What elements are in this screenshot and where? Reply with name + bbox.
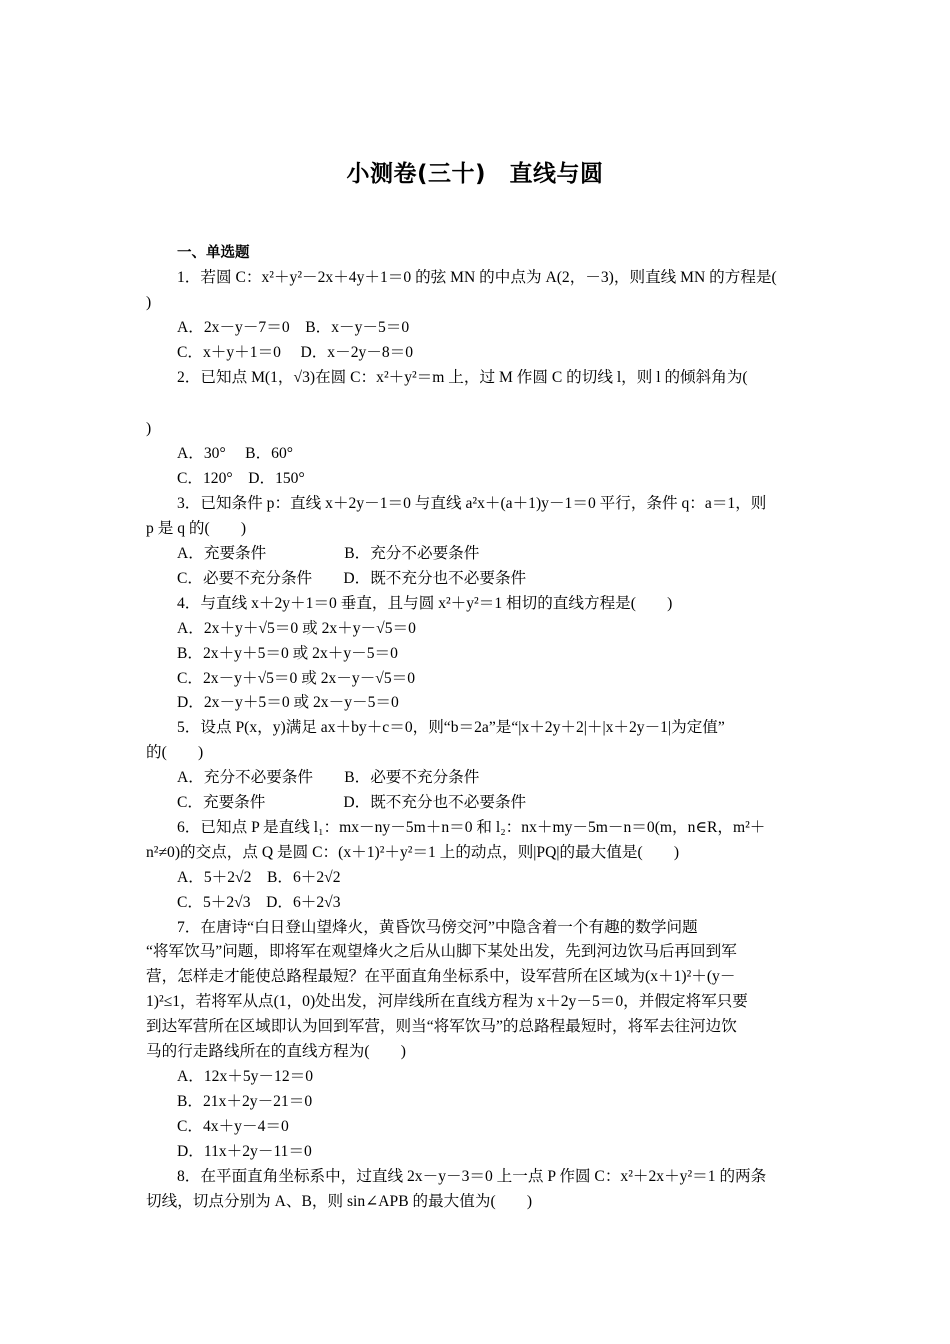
question-6-line-1: 6．已知点 P 是直线 l₁：mx－ny－5m＋n＝0 和 l₂：nx＋my－5m－n＝0(m，n∈R，m²＋ <box>177 818 766 836</box>
question-8-line-2: 切线，切点分别为 A、B，则 sin∠APB 的最大值为( ) <box>146 1192 533 1210</box>
question-6-line-2: n²≠0)的交点，点 Q 是圆 C：(x＋1)²＋y²＝1 上的动点，则|PQ|的最大值是( ) <box>146 843 680 861</box>
question-4-option-a: A．2x＋y＋√5＝0 或 2x＋y－√5＝0 <box>177 619 416 637</box>
question-7-option-a: A．12x＋5y－12＝0 <box>177 1068 314 1085</box>
question-4-option-c: C．2x－y＋√5＝0 或 2x－y－√5＝0 <box>177 669 416 687</box>
question-2-options-row-2: C．120° D．150° <box>177 470 305 488</box>
question-1-options-row-1: A．2x－y－7＝0 B．x－y－5＝0 <box>177 318 410 336</box>
question-7-line-3: 营，怎样走才能使总路程最短？在平面直角坐标系中，设军营所在区域为(x＋1)²＋(y－ <box>146 968 736 986</box>
question-6-options-row-1: A．5＋2√2 B．6＋2√2 <box>177 868 341 886</box>
question-1-line-2: ) <box>146 293 152 311</box>
question-4-option-b: B．2x＋y＋5＝0 或 2x＋y－5＝0 <box>177 644 398 662</box>
question-5-options-row-1: A．充分不必要条件 B．必要不充分条件 <box>177 769 480 787</box>
question-7-line-1: 7．在唐诗“白日登山望烽火，黄昏饮马傍交河”中隐含着一个有趣的数学问题 <box>177 918 698 936</box>
question-2-options-row-1: A．30° B．60° <box>177 445 294 463</box>
question-8-line-1: 8．在平面直角坐标系中，过直线 2x－y－3＝0 上一点 P 作圆 C：x²＋2x＋y²＝1 的两条 <box>177 1167 767 1185</box>
question-3-options-row-1: A．充要条件 B．充分不必要条件 <box>177 544 480 562</box>
question-list <box>146 241 808 1214</box>
question-7-line-5: 到达军营所在区域即认为回到军营，则当“将军饮马”的总路程最短时，将军去往河边饮 <box>146 1018 737 1036</box>
question-7-line-2: “将军饮马”问题，即将军在观望烽火之后从山脚下某处出发，先到河边饮马后再回到军 <box>146 943 737 961</box>
question-5-options-row-2: C．充要条件 D．既不充分也不必要条件 <box>177 794 527 812</box>
question-7-line-4: 1)²≤1，若将军从点(1，0)处出发，河岸线所在直线方程为 x＋2y－5＝0，并假定将军只要 <box>146 993 748 1011</box>
question-4-line-1: 4．与直线 x＋2y＋1＝0 垂直，且与圆 x²＋y²＝1 相切的直线方程是( ) <box>177 594 673 612</box>
question-6-options-row-2: C．5＋2√3 D．6＋2√3 <box>177 893 341 911</box>
question-7-option-d: D．11x＋2y－11＝0 <box>177 1142 312 1160</box>
question-5-line-1: 5．设点 P(x，y)满足 ax＋by＋c＝0，则“b＝2a”是“|x＋2y＋2|＋|x＋2y－1|为定值” <box>177 719 725 737</box>
question-7-option-b: B．21x＋2y－21＝0 <box>177 1092 313 1110</box>
page-title: 小测卷(三十) 直线与圆 <box>346 161 604 187</box>
question-2-line-1: 2．已知点 M(1，√3)在圆 C：x²＋y²＝m 上，过 M 作圆 C 的切线 l，则 l 的倾斜角为( <box>177 368 748 386</box>
question-3-line-2: p 是 q 的( ) <box>146 520 247 538</box>
question-1-line-1: 1．若圆 C：x²＋y²－2x＋4y＋1＝0 的弦 MN 的中点为 A(2，－3)，则直线 MN 的方程是( <box>177 268 777 286</box>
question-2-line-2: ) <box>146 420 152 438</box>
question-7-line-6: 马的行走路线所在的直线方程为( ) <box>146 1043 406 1061</box>
question-3-options-row-2: C．必要不充分条件 D．既不充分也不必要条件 <box>177 569 527 587</box>
question-7-option-c: C．4x＋y－4＝0 <box>177 1117 289 1135</box>
section-heading: 一、单选题 <box>177 245 250 261</box>
question-5-line-2: 的( ) <box>146 744 204 762</box>
question-3-line-1: 3．已知条件 p：直线 x＋2y－1＝0 与直线 a²x＋(a＋1)y－1＝0 平行，条件 q：a＝1，则 <box>177 495 767 513</box>
question-1-options-row-2: C．x＋y＋1＝0 D．x－2y－8＝0 <box>177 343 414 361</box>
question-4-option-d: D．2x－y＋5＝0 或 2x－y－5＝0 <box>177 694 399 712</box>
